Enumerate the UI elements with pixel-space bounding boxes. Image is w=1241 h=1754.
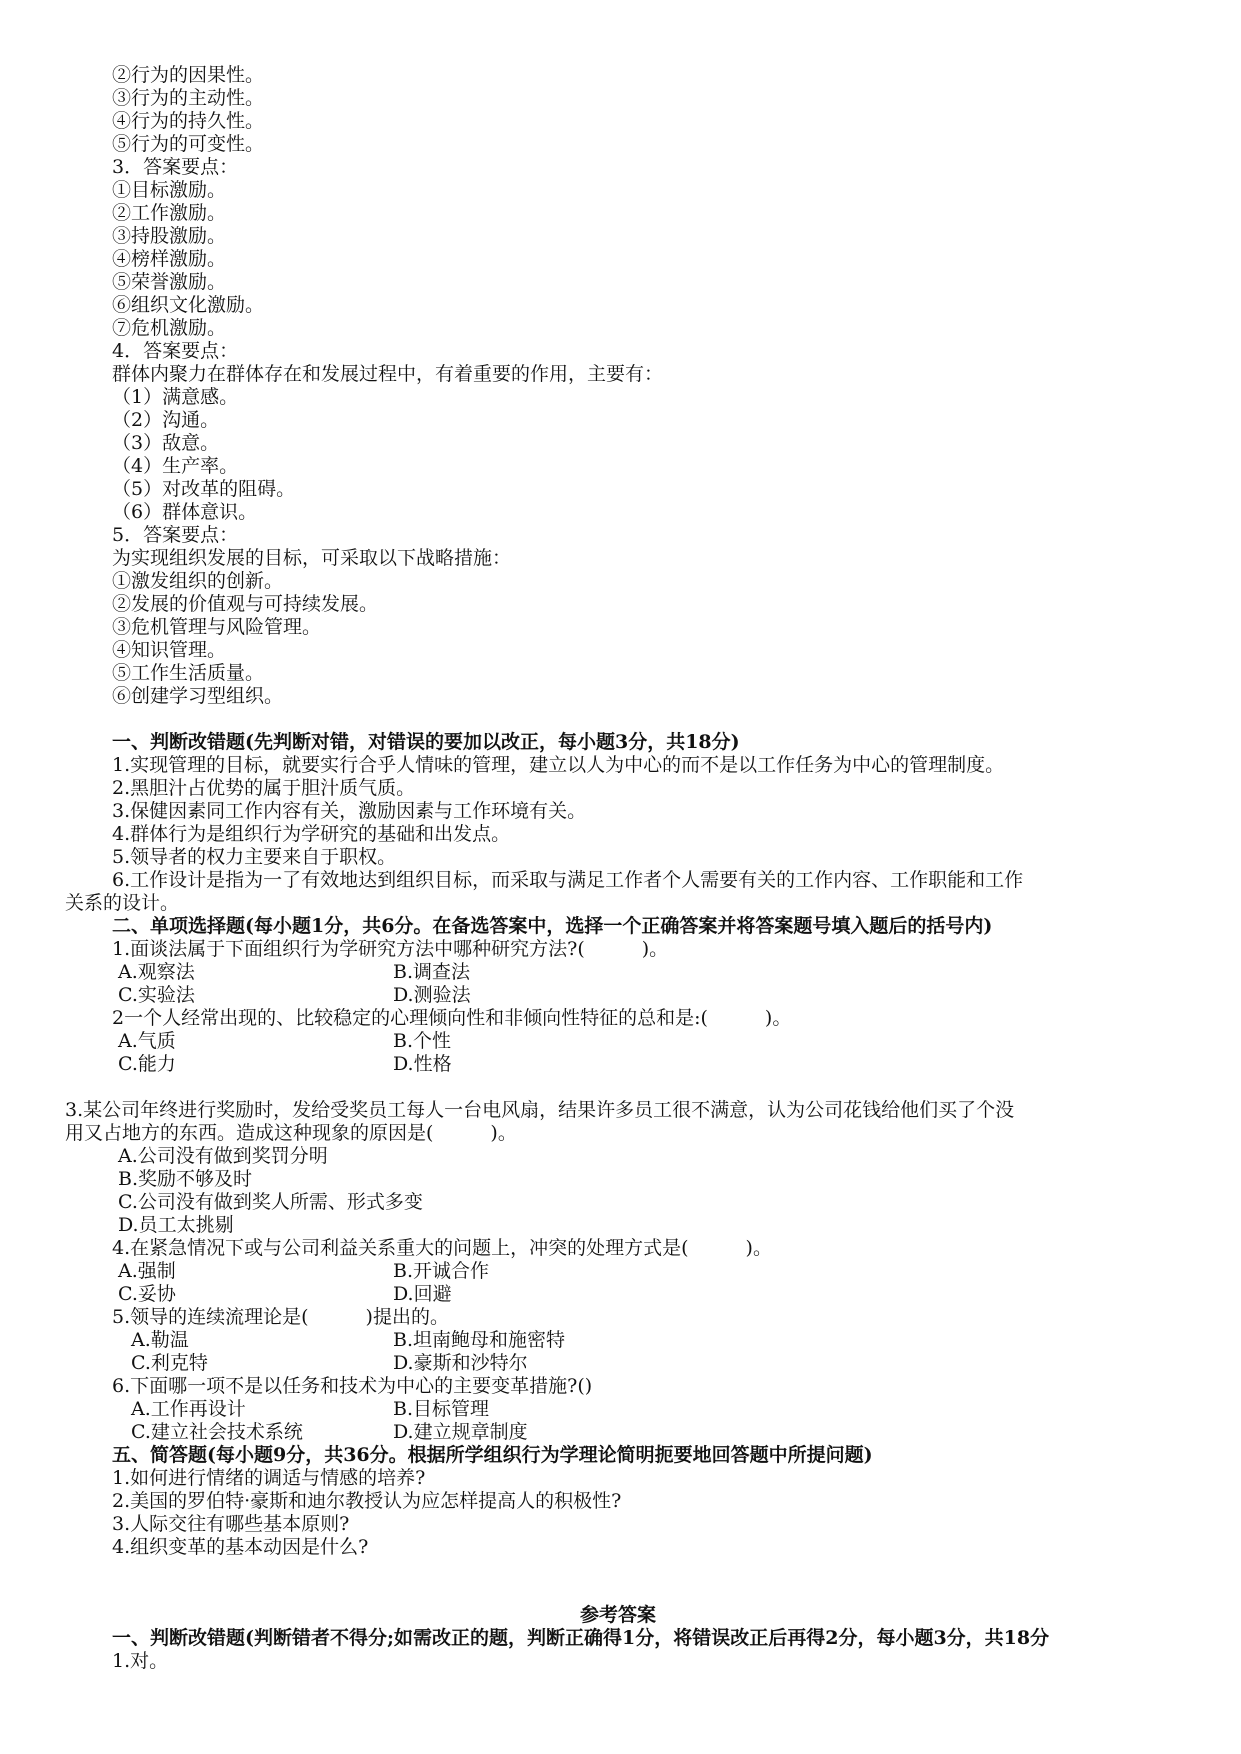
- text-line: 关系的设计。: [65, 892, 180, 914]
- text-line: 3.人际交往有哪些基本原则?: [112, 1513, 350, 1535]
- text-line: 6.工作设计是指为一了有效地达到组织目标，而采取与满足工作者个人需要有关的工作内容、工作职能和工作: [112, 869, 1024, 891]
- text-line: 3.某公司年终进行奖励时，发给受奖员工每人一台电风扇，结果许多员工很不满意，认为公司花钱给他们买了个没: [65, 1099, 1015, 1121]
- text-line: ⑦危机激励。: [112, 317, 227, 339]
- text-line: （5）对改革的阻碍。: [112, 478, 296, 500]
- text-line: ⑥组织文化激励。: [112, 294, 265, 316]
- text-line: D.测验法: [393, 984, 471, 1006]
- text-line: （3）敌意。: [112, 432, 220, 454]
- text-line: ⑤工作生活质量。: [112, 662, 265, 684]
- text-line: B.个性: [393, 1030, 452, 1052]
- text-line: ③危机管理与风险管理。: [112, 616, 322, 638]
- text-line: （6）群体意识。: [112, 501, 258, 523]
- section-heading: 五、简答题(每小题9分，共36分。根据所学组织行为学理论简明扼要地回答题中所提问题): [112, 1444, 873, 1466]
- text-line: 5.领导的连续流理论是( )提出的。: [112, 1306, 449, 1328]
- text-line: ④知识管理。: [112, 639, 227, 661]
- text-line: ③行为的主动性。: [112, 87, 265, 109]
- text-line: 4.在紧急情况下或与公司利益关系重大的问题上，冲突的处理方式是( )。: [112, 1237, 772, 1259]
- text-line: D.豪斯和沙特尔: [393, 1352, 528, 1374]
- text-line: B.奖励不够及时: [118, 1168, 253, 1190]
- text-line: A.气质: [118, 1030, 176, 1052]
- text-line: D.性格: [393, 1053, 452, 1075]
- text-line: ⑤行为的可变性。: [112, 133, 265, 155]
- section-heading: 一、判断改错题(判断错者不得分;如需改正的题，判断正确得1分，将错误改正后再得2分，每小题3分，共18分: [112, 1627, 1050, 1649]
- text-line: B.目标管理: [393, 1398, 490, 1420]
- text-line: 1.如何进行情绪的调适与情感的培养?: [112, 1467, 426, 1489]
- text-line: 3．答案要点：: [112, 156, 239, 178]
- text-line: ⑥创建学习型组织。: [112, 685, 284, 707]
- text-line: 2一个人经常出现的、比较稳定的心理倾向性和非倾向性特征的总和是:( )。: [112, 1007, 792, 1029]
- text-line: 1.对。: [112, 1650, 169, 1672]
- text-line: 6.下面哪一项不是以任务和技术为中心的主要变革措施?(): [112, 1375, 593, 1397]
- text-line: 1.面谈法属于下面组织行为学研究方法中哪种研究方法?( )。: [112, 938, 669, 960]
- section-heading: 一、判断改错题(先判断对错，对错误的要加以改正，每小题3分，共18分): [112, 731, 740, 753]
- text-line: 为实现组织发展的目标，可采取以下战略措施：: [112, 547, 512, 569]
- text-line: （1）满意感。: [112, 386, 239, 408]
- text-line: C.能力: [118, 1053, 176, 1075]
- text-line: C.公司没有做到奖人所需、形式多变: [118, 1191, 423, 1213]
- text-line: 2.美国的罗伯特·豪斯和迪尔教授认为应怎样提高人的积极性?: [112, 1490, 622, 1512]
- text-line: ④行为的持久性。: [112, 110, 265, 132]
- text-line: B.坦南鲍母和施密特: [393, 1329, 566, 1351]
- text-line: ②工作激励。: [112, 202, 227, 224]
- text-line: D.建立规章制度: [393, 1421, 528, 1443]
- text-line: ③持股激励。: [112, 225, 227, 247]
- text-line: 3.保健因素同工作内容有关，激励因素与工作环境有关。: [112, 800, 587, 822]
- text-line: 4.群体行为是组织行为学研究的基础和出发点。: [112, 823, 511, 845]
- text-line: ①激发组织的创新。: [112, 570, 284, 592]
- section-heading: 参考答案: [580, 1604, 657, 1626]
- text-line: 用又占地方的东西。造成这种现象的原因是( )。: [65, 1122, 517, 1144]
- text-line: C.妥协: [118, 1283, 176, 1305]
- text-line: A.公司没有做到奖罚分明: [118, 1145, 328, 1167]
- text-line: 1.实现管理的目标，就要实行合乎人情味的管理，建立以人为中心的而不是以工作任务为中心的管理制度。: [112, 754, 1005, 776]
- text-line: 4．答案要点：: [112, 340, 239, 362]
- text-line: C.利克特: [131, 1352, 208, 1374]
- text-line: 5.领导者的权力主要来自于职权。: [112, 846, 397, 868]
- text-line: C.建立社会技术系统: [131, 1421, 303, 1443]
- text-line: A.勒温: [131, 1329, 189, 1351]
- text-line: B.开诚合作: [393, 1260, 490, 1282]
- text-line: ②行为的因果性。: [112, 64, 265, 86]
- text-line: 4.组织变革的基本动因是什么?: [112, 1536, 369, 1558]
- text-line: 2.黑胆汁占优势的属于胆汁质气质。: [112, 777, 416, 799]
- text-line: ②发展的价值观与可持续发展。: [112, 593, 379, 615]
- text-line: A.工作再设计: [131, 1398, 246, 1420]
- text-line: （4）生产率。: [112, 455, 239, 477]
- text-line: A.观察法: [118, 961, 195, 983]
- text-line: 5．答案要点：: [112, 524, 239, 546]
- text-line: D.回避: [393, 1283, 452, 1305]
- text-line: D.员工太挑剔: [118, 1214, 234, 1236]
- text-line: A.强制: [118, 1260, 176, 1282]
- text-line: C.实验法: [118, 984, 195, 1006]
- text-line: ⑤荣誉激励。: [112, 271, 227, 293]
- text-line: 群体内聚力在群体存在和发展过程中，有着重要的作用，主要有：: [112, 363, 664, 385]
- text-line: ①目标激励。: [112, 179, 227, 201]
- text-line: ④榜样激励。: [112, 248, 227, 270]
- text-line: （2）沟通。: [112, 409, 220, 431]
- section-heading: 二、单项选择题(每小题1分，共6分。在备选答案中，选择一个正确答案并将答案题号填入题后的括号内): [112, 915, 993, 937]
- text-line: B.调查法: [393, 961, 471, 983]
